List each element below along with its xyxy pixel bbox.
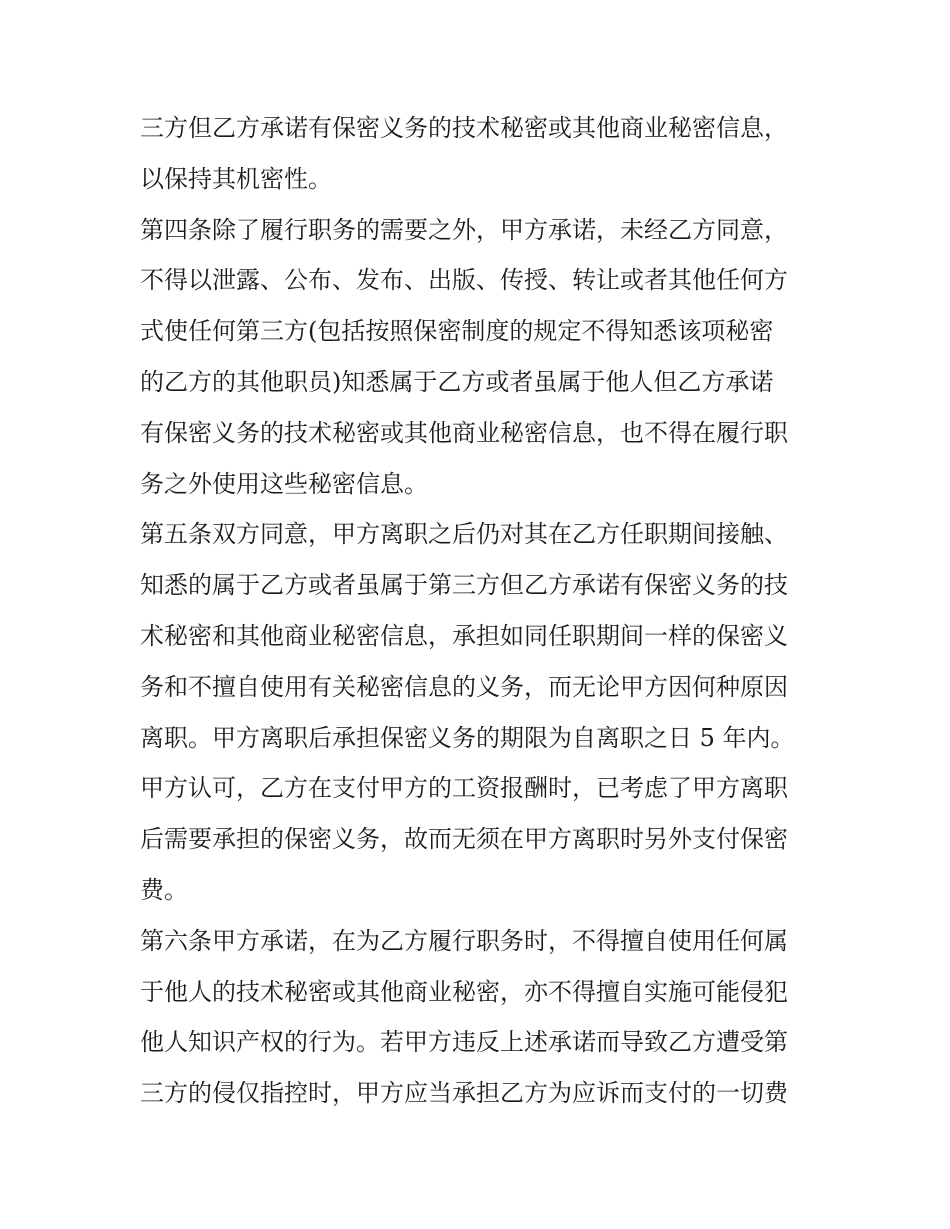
text-line: 务之外使用这些秘密信息。: [140, 469, 428, 498]
text-line: 的乙方的其他职员)知悉属于乙方或者虽属于他人但乙方承诺: [140, 367, 774, 396]
text-line: 第四条除了履行职务的需要之外，甲方承诺，未经乙方同意，: [140, 215, 788, 244]
text-line: 有保密义务的技术秘密或其他商业秘密信息，也不得在履行职: [140, 418, 788, 447]
text-line: 知悉的属于乙方或者虽属于第三方但乙方承诺有保密义务的技: [140, 571, 788, 600]
text-line: 他人知识产权的行为。若甲方违反上述承诺而导致乙方遭受第: [140, 1028, 788, 1057]
text-line: 费。: [140, 875, 188, 904]
text-line: 甲方认可，乙方在支付甲方的工资报酬时，已考虑了甲方离职: [140, 774, 788, 803]
text-line: 第五条双方同意，甲方离职之后仍对其在乙方任职期间接触、: [140, 520, 788, 549]
text-line: 离职。甲方离职后承担保密义务的期限为自离职之日 5 年内。: [140, 723, 795, 752]
text-line: 第六条甲方承诺，在为乙方履行职务时，不得擅自使用任何属: [140, 926, 788, 955]
text-line: 三方的侵仅指控时，甲方应当承担乙方为应诉而支付的一切费: [140, 1079, 788, 1108]
text-line: 三方但乙方承诺有保密义务的技术秘密或其他商业秘密信息，: [140, 114, 788, 142]
text-line: 式使任何第三方(包括按照保密制度的规定不得知悉该项秘密: [140, 317, 774, 346]
text-line: 不得以泄露、公布、发布、出版、传授、转让或者其他任何方: [140, 266, 788, 295]
text-line: 于他人的技术秘密或其他商业秘密，亦不得擅自实施可能侵犯: [140, 977, 788, 1006]
text-line: 后需要承担的保密义务，故而无须在甲方离职时另外支付保密: [140, 825, 788, 854]
text-line: 以保持其机密性。: [140, 164, 332, 193]
text-line: 务和不擅自使用有关秘密信息的义务，而无论甲方因何种原因: [140, 672, 788, 701]
text-line: 术秘密和其他商业秘密信息，承担如同任职期间一样的保密义: [140, 621, 788, 650]
document-body: [140, 103, 815, 1119]
